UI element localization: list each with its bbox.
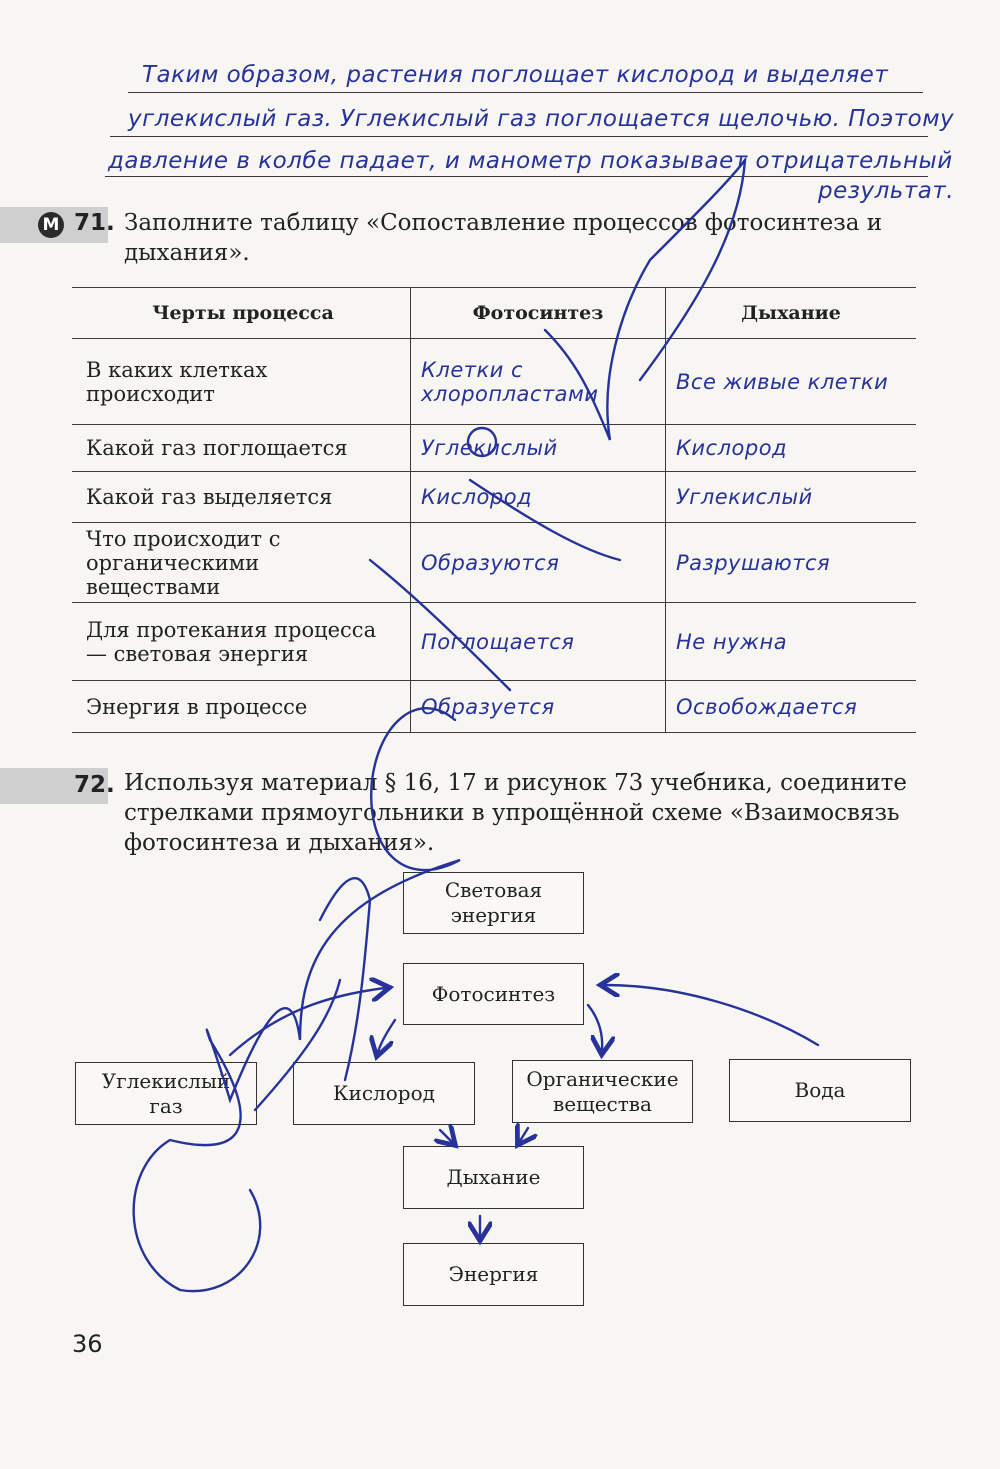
feature-cell: Что происходит с органическими веществами [72, 523, 411, 603]
respiration-cell [666, 681, 917, 733]
task-71-text-line-2: дыхания». [124, 240, 250, 266]
box-water: Вода [729, 1059, 911, 1122]
task-71-text-line-1: Заполните таблицу «Сопоставление процессов фотосинтеза и [124, 210, 883, 236]
arrow-photosynthesis-to-organic [588, 1005, 602, 1050]
table-row [72, 339, 916, 425]
answer-text: Образуются [421, 550, 560, 575]
answer-text: Поглощается [421, 629, 575, 654]
box-energy: Энергия [403, 1243, 584, 1306]
table-row [72, 523, 916, 603]
arrow-water-to-photosynthesis [605, 985, 818, 1045]
table-row [72, 472, 916, 523]
box-oxygen: Кислород [293, 1062, 475, 1125]
arrow-photosynthesis-to-oxygen [378, 1020, 395, 1052]
photosynthesis-cell [411, 603, 666, 681]
arrow-co2-to-photosynthesis [230, 988, 385, 1055]
respiration-cell [666, 472, 917, 523]
task-71-number: 71. [74, 210, 115, 236]
feature-cell: Какой газ выделяется [72, 472, 411, 523]
answer-text: Углекислый [676, 485, 813, 509]
photosynthesis-cell [411, 425, 666, 472]
writing-line [110, 136, 928, 137]
box-photosynthesis: Фотосинтез [403, 963, 584, 1025]
box-respiration: Дыхание [403, 1146, 584, 1209]
answer-text: Освобождается [676, 694, 858, 719]
task-71-text [124, 208, 882, 268]
respiration-cell [666, 603, 917, 681]
answer-text: Разрушаются [676, 550, 831, 575]
header-photosynthesis: Фотосинтез [411, 288, 666, 339]
page-number: 36 [72, 1330, 103, 1358]
respiration-cell [666, 523, 917, 603]
writing-line [128, 92, 923, 93]
photosynthesis-cell [411, 681, 666, 733]
respiration-cell [666, 339, 917, 425]
feature-cell: В каких клетках происходит [72, 339, 411, 425]
answer-text: Клетки с хлоропластами [421, 357, 599, 406]
task-72-text-line-2: стрелками прямоугольники в упрощённой схеме «Взаимосвязь [124, 800, 900, 826]
task-72-text-line-3: фотосинтеза и дыхания». [124, 830, 435, 856]
feature-cell: Какой газ поглощается [72, 425, 411, 472]
photosynthesis-cell [411, 339, 666, 425]
respiration-cell [666, 425, 917, 472]
answer-text: Кислород [676, 436, 788, 460]
answer-text: Образуется [421, 694, 555, 719]
comparison-table [72, 287, 916, 733]
box-carbon-dioxide: Углекислый газ [75, 1062, 257, 1125]
photosynthesis-cell [411, 523, 666, 603]
conclusion-line-3: давление в колбе падает, и манометр показывает отрицательный [108, 148, 953, 174]
answer-text: Не нужна [676, 629, 788, 654]
task-72-text-line-1: Используя материал § 16, 17 и рисунок 73 учебника, соедините [124, 770, 907, 796]
arrow-organic-to-respiration [520, 1128, 528, 1141]
answer-text: Все живые клетки [676, 369, 889, 394]
header-feature: Черты процесса [72, 288, 411, 339]
box-light-energy: Световая энергия [403, 872, 584, 934]
box-organic-matter: Органические вещества [512, 1060, 693, 1123]
feature-cell: Энергия в процессе [72, 681, 411, 733]
conclusion-line-4: результат. [818, 178, 955, 204]
table-row [72, 681, 916, 733]
answer-text: Кислород [421, 485, 533, 509]
conclusion-line-2: углекислый газ. Углекислый газ поглощается щелочью. Поэтому [128, 106, 955, 132]
feature-cell: Для протекания процесса — световая энергия [72, 603, 411, 681]
table-row [72, 603, 916, 681]
photosynthesis-cell [411, 472, 666, 523]
conclusion-line-1: Таким образом, растения поглощает кислород и выделяет [142, 62, 889, 88]
writing-line [105, 176, 928, 177]
table-row [72, 425, 916, 472]
header-respiration: Дыхание [666, 288, 917, 339]
task-72-number: 72. [74, 772, 115, 798]
task-72-text [124, 768, 907, 858]
method-badge: М [38, 212, 64, 238]
signature-swoosh [320, 878, 370, 1080]
answer-text: Углекислый [421, 436, 558, 460]
table-header-row [72, 288, 916, 339]
arrow-oxygen-to-respiration [440, 1130, 452, 1142]
